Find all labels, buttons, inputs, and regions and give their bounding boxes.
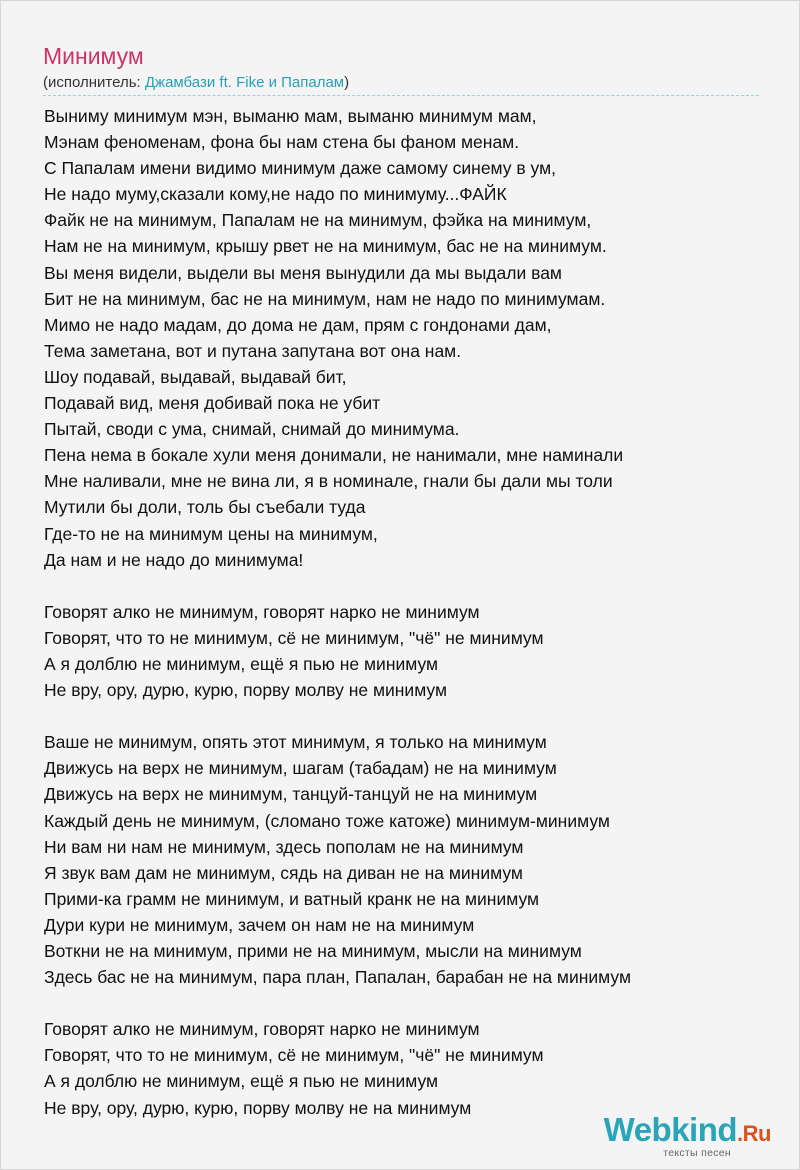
- lyric-line: Пытай, своди с ума, снимай, снимай до минимума.: [44, 419, 460, 440]
- lyrics-body: [44, 103, 631, 1121]
- lyric-line: Файк не на минимум, Папалам не на минимум, фэйка на минимум,: [44, 210, 592, 231]
- lyric-line: Ни вам ни нам не минимум, здесь пополам не на минимум: [44, 836, 524, 857]
- artist-prefix: (исполнитель:: [43, 74, 145, 91]
- lyric-line: Говорят, что то не минимум, сё не минимум, "чё" не минимум: [44, 627, 544, 648]
- logo-tld-text: .Ru: [737, 1121, 771, 1146]
- logo-main-text: Webkind: [603, 1111, 738, 1148]
- lyric-line: Движусь на верх не минимум, танцуй-танцуй не на минимум: [44, 784, 538, 805]
- lyric-line: Ваше не минимум, опять этот минимум, я только на минимум: [44, 732, 547, 753]
- lyric-line: Я звук вам дам не минимум, сядь на диван не на минимум: [44, 862, 523, 883]
- lyric-line: Да нам и не надо до минимума!: [44, 549, 304, 570]
- lyric-line: А я долблю не минимум, ещё я пью не минимум: [44, 653, 439, 674]
- logo-wordmark: [604, 1113, 771, 1151]
- lyric-line: Где-то не на минимум цены на минимум,: [44, 523, 378, 544]
- lyric-line: Говорят алко не минимум, говорят нарко не минимум: [44, 601, 480, 622]
- lyric-line: Каждый день не минимум, (сломано тоже катоже) минимум-минимум: [44, 810, 610, 831]
- lyric-line: Прими-ка грамм не минимум, и ватный кранк не на минимум: [44, 888, 540, 909]
- lyric-line: Мутили бы доли, толь бы съебали туда: [44, 497, 366, 518]
- artist-link[interactable]: Джамбази ft. Fike и Папалам: [144, 74, 345, 91]
- logo-subtitle: тексты песен: [663, 1147, 731, 1159]
- lyric-line: Мне наливали, мне не вина ли, я в номинале, гнали бы дали мы толи: [44, 471, 613, 492]
- lyric-blank-line: [44, 573, 631, 599]
- lyric-line: Говорят алко не минимум, говорят нарко не минимум: [44, 1019, 480, 1040]
- lyric-line: Пена нема в бокале хули меня донимали, не нанимали, мне наминали: [44, 445, 624, 466]
- lyric-line: Тема заметана, вот и путана запутана вот она нам.: [44, 340, 462, 361]
- lyric-line: Мэнам феноменам, фона бы нам стена бы фаном менам.: [44, 132, 520, 153]
- site-logo[interactable]: [604, 1113, 771, 1159]
- lyric-line: Здесь бас не на минимум, пара план, Папалан, барабан не на минимум: [44, 967, 631, 988]
- lyric-line: Шоу подавай, выдавай, выдавай бит,: [44, 366, 347, 387]
- lyric-line: С Папалам имени видимо минимум даже самому синему в ум,: [44, 158, 557, 179]
- lyric-line: Движусь на верх не минимум, шагам (табадам) не на минимум: [44, 758, 557, 779]
- lyric-line: Вы меня видели, выдели вы меня вынудили да мы выдали вам: [44, 262, 562, 283]
- lyric-line: Бит не на минимум, бас не на минимум, нам не надо по минимумам.: [44, 288, 606, 309]
- title-divider: [43, 95, 759, 96]
- lyric-line: Не надо муму,сказали кому,не надо по минимуму...ФАЙК: [44, 184, 507, 205]
- artist-line: [43, 73, 349, 93]
- lyric-blank-line: [44, 703, 631, 729]
- lyric-line: Воткни не на минимум, прими не на минимум, мысли на минимум: [44, 941, 582, 961]
- lyric-line: Не вру, ору, дурю, курю, порву молву не на минимум: [44, 1097, 472, 1118]
- artist-suffix: ): [344, 74, 350, 91]
- lyric-blank-line: [44, 990, 631, 1016]
- lyric-line: Выниму минимум мэн, выманю мам, выманю минимум мам,: [44, 106, 537, 126]
- lyric-line: Мимо не надо мадам, до дома не дам, прям с гондонами дам,: [44, 314, 552, 335]
- lyric-line: Дури кури не минимум, зачем он нам не на минимум: [44, 914, 475, 935]
- song-title: Минимум: [43, 43, 144, 69]
- lyric-line: Говорят, что то не минимум, сё не минимум, "чё" не минимум: [44, 1045, 544, 1066]
- lyric-line: Подавай вид, меня добивай пока не убит: [44, 393, 381, 414]
- lyric-line: Не вру, ору, дурю, курю, порву молву не минимум: [44, 680, 448, 701]
- lyric-line: А я долблю не минимум, ещё я пью не минимум: [44, 1071, 439, 1092]
- lyric-line: Нам не на минимум, крышу рвет не на минимум, бас не на минимум.: [44, 236, 607, 257]
